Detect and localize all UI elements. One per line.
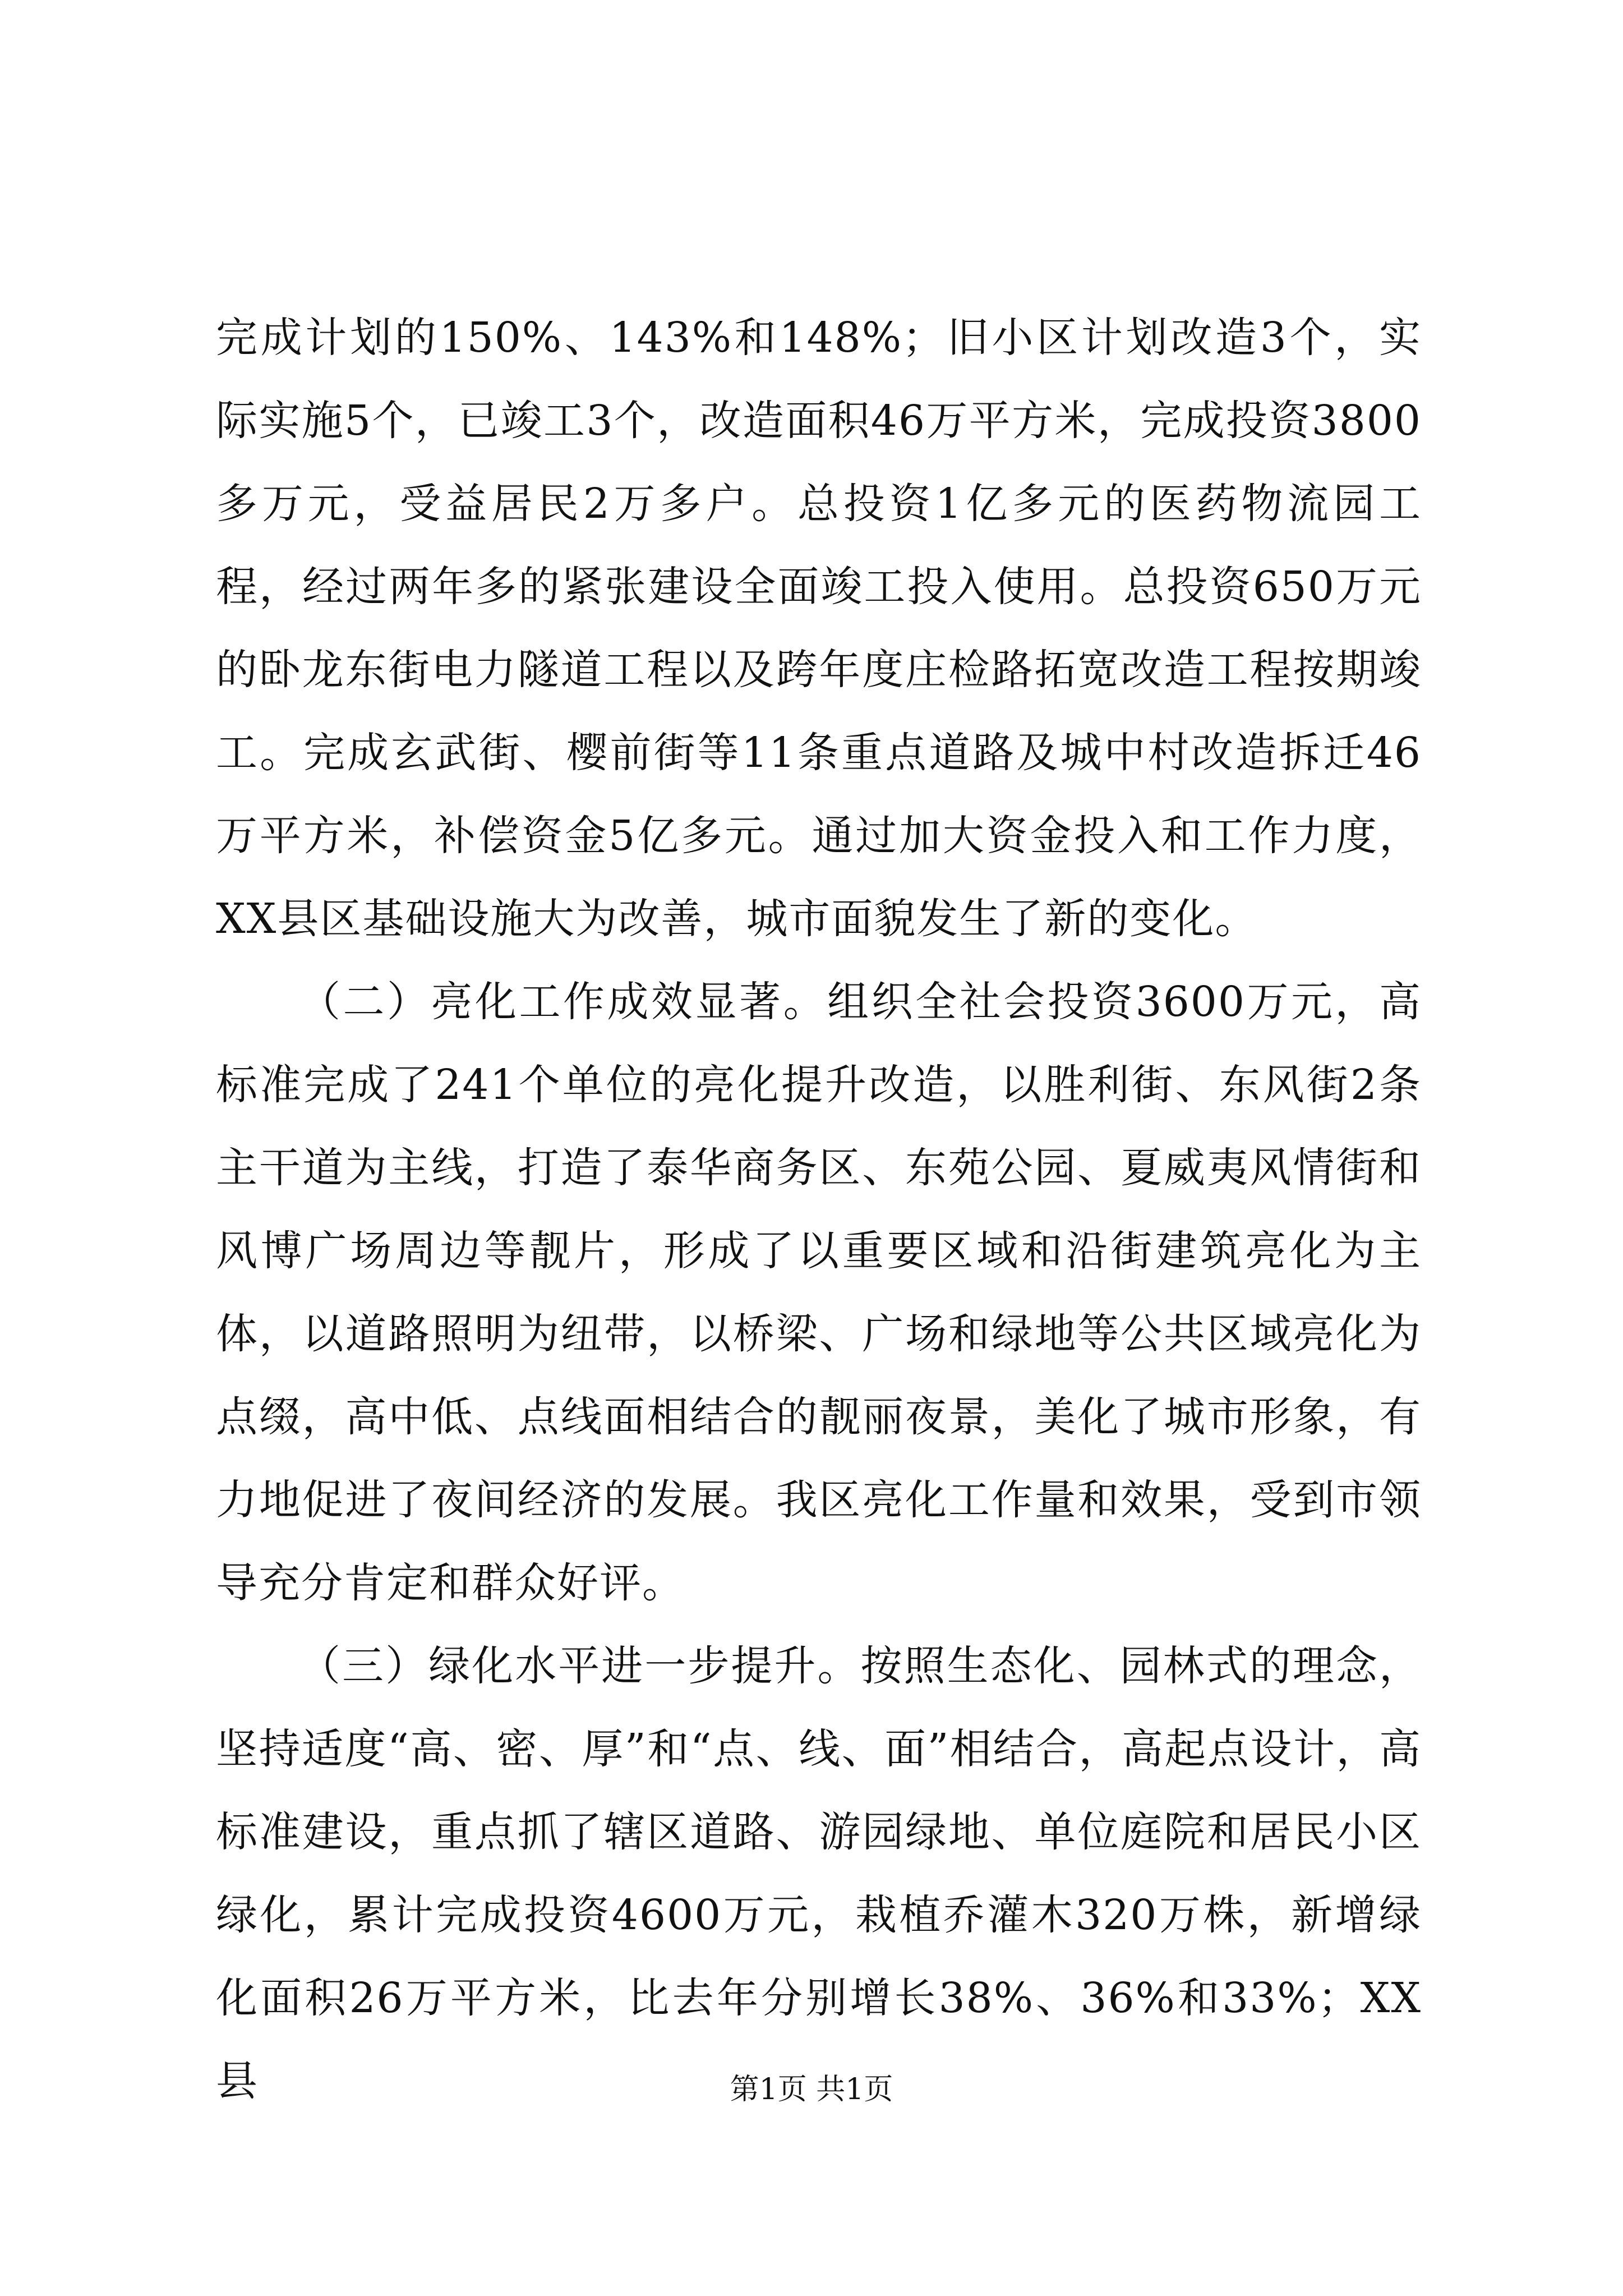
paragraph-2: （二）亮化工作成效显著。组织全社会投资3600万元，高标准完成了241个单位的亮化提升改造，以胜利街、东风街2条主干道为主线，打造了泰华商务区、东苑公园、夏威夷风情街和风博广场周边等靓片，形成了以重要区域和沿街建筑亮化为主体，以道路照明为纽带，以桥梁、广场和绿地等公共区域亮化为点缀，高中低、点线面相结合的靓丽夜景，美化了城市形象，有力地促进了夜间经济的发展。我区亮化工作量和效果，受到市领导充分肯定和群众好评。 [216, 978, 1422, 1607]
paragraph-1: 完成计划的150%、143%和148%；旧小区计划改造3个，实际实施5个，已竣工3个，改造面积46万平方米，完成投资3800多万元，受益居民2万多户。总投资1亿多元的医药物流园工程，经过两年多的紧张建设全面竣工投入使用。总投资650万元的卧龙东街电力隧道工程以及跨年度庄检路拓宽改造工程按期竣工。完成玄武街、樱前街等11条重点道路及城中村改造拆迁46万平方米，补偿资金5亿多元。通过加大资金投入和工作力度，XX县区基础设施大为改善，城市面貌发生了新的变化。 [216, 314, 1422, 943]
document-body [216, 296, 1422, 2123]
paragraph-3: （三）绿化水平进一步提升。按照生态化、园林式的理念，坚持适度“高、密、厚”和“点、线、面”相结合，高起点设计，高标准建设，重点抓了辖区道路、游园绿地、单位庭院和居民小区绿化，累计完成投资4600万元，栽植乔灌木320万株，新增绿化面积26万平方米，比去年分别增长38%、36%和33%；XX县 [216, 1642, 1422, 2105]
page-footer: 第1页 共1页 [730, 2073, 893, 2106]
